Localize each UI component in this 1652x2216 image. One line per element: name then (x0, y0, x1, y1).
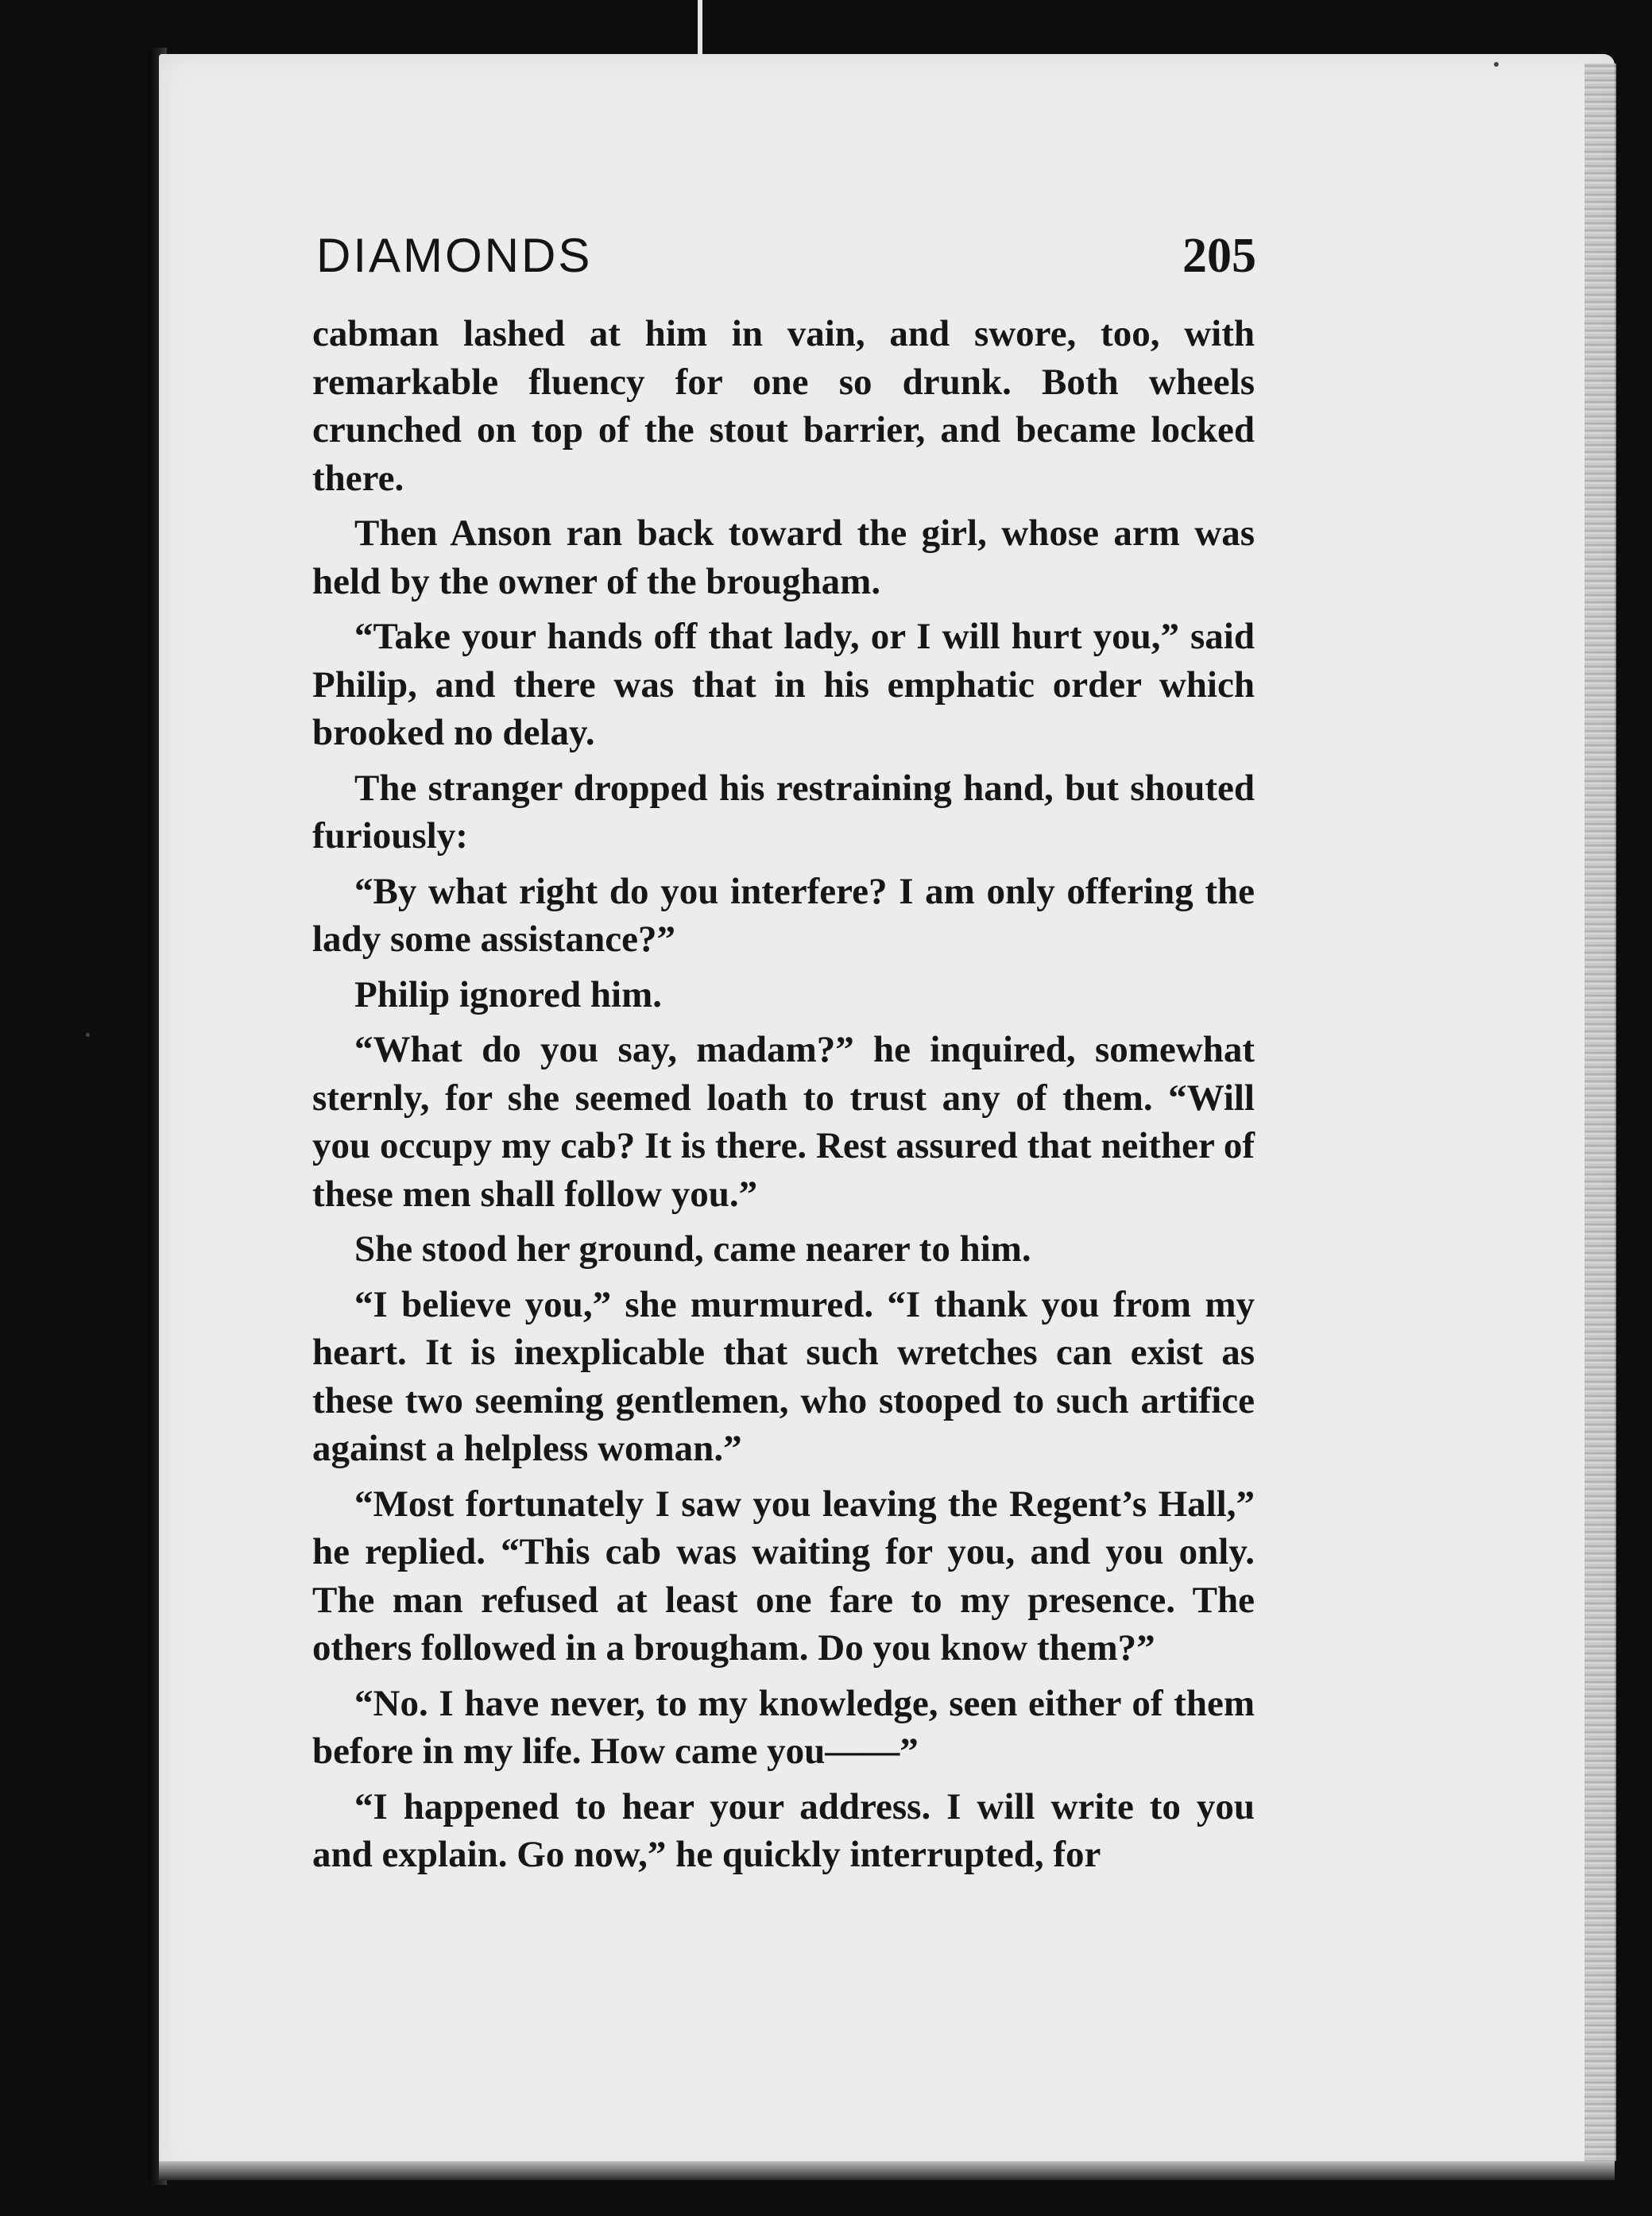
paragraph: “I believe you,” she murmured. “I thank you from my heart. It is inexplicable that such wretches can exist as these two seeming gentlemen, who stooped to such artifice against a helpless woman.” (312, 1283, 1255, 1469)
paragraph: “I happened to hear your address. I will write to you and explain. Go now,” he quickly interrupted, for (312, 1785, 1255, 1875)
paragraph: Then Anson ran back toward the girl, whose arm was held by the owner of the brougham. (312, 512, 1255, 602)
paragraph: “By what right do you interfere? I am only offering the lady some assistance?” (312, 870, 1255, 960)
page-stack-edge (1584, 64, 1616, 2161)
paragraph: cabman lashed at him in vain, and swore, too, with remarkable fluency for one so drunk. Both wheels crunched on top of the stout barrier, and became locked there. (312, 313, 1255, 499)
paragraph: Philip ignored him. (354, 973, 662, 1015)
dust-speck (1494, 62, 1499, 67)
dust-speck (86, 1033, 90, 1037)
running-head (316, 224, 1256, 288)
paragraph: “Most fortunately I saw you leaving the Regent’s Hall,” he replied. “This cab was waiting for you, and you only. The man refused at least one fare to my presence. The others followed in a brougham. Do you know them?” (312, 1483, 1255, 1669)
page-number: 205 (1182, 229, 1256, 283)
paragraph: She stood her ground, came nearer to him. (354, 1228, 1031, 1270)
paragraph: “What do you say, madam?” he inquired, somewhat sternly, for she seemed loath to trust any of them. “Will you occupy my cab? It is there. Rest assured that neither of these men shall follow you.” (312, 1029, 1255, 1215)
page-bottom-edge (159, 2161, 1615, 2180)
running-title: DIAMONDS (316, 229, 593, 282)
paragraph: The stranger dropped his restraining hand, but shouted furiously: (312, 767, 1255, 857)
body-text (312, 310, 1255, 1915)
paragraph: “No. I have never, to my knowledge, seen either of them before in my life. How came you——” (312, 1682, 1255, 1772)
paragraph: “Take your hands off that lady, or I will hurt you,” said Philip, and there was that in his emphatic order which brooked no delay. (312, 616, 1255, 753)
